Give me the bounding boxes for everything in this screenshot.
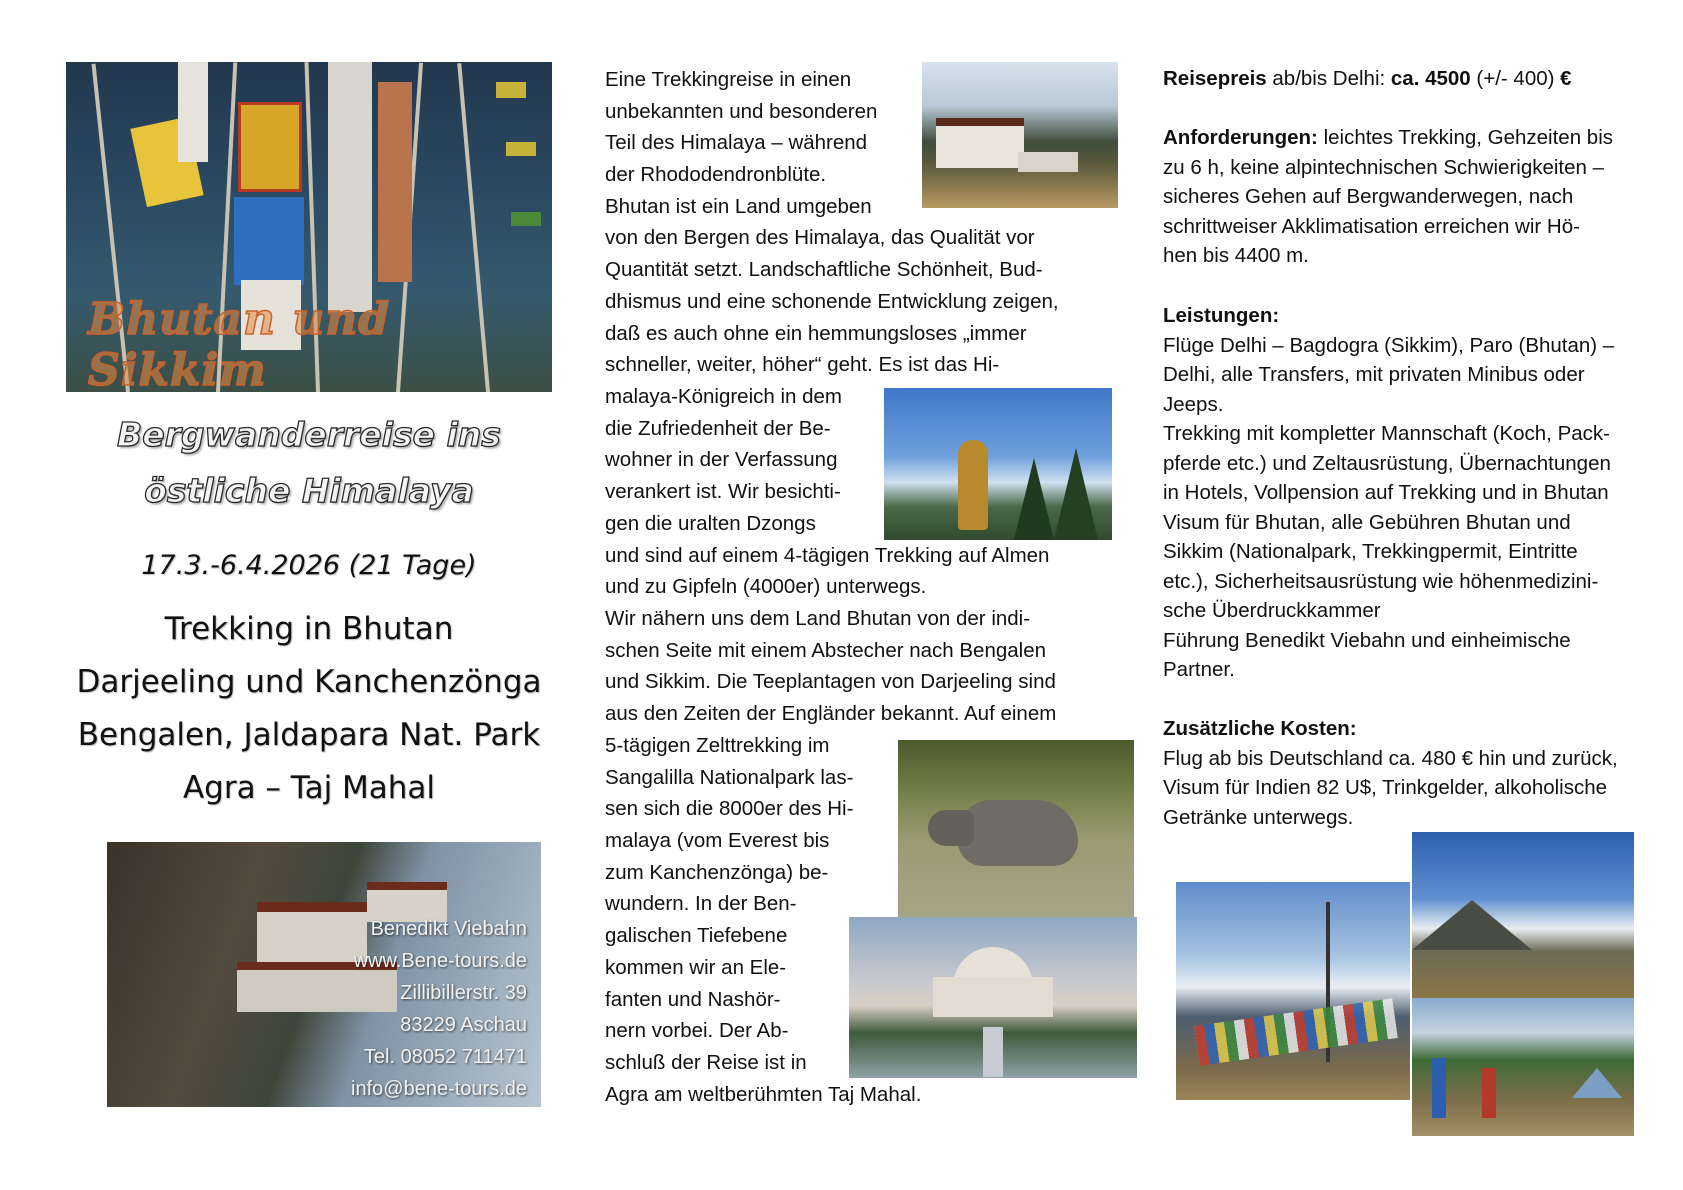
subtitle-line-1: Bergwanderreise ins xyxy=(117,415,501,454)
intro-line: sen sich die 8000er des Hi- xyxy=(605,797,854,820)
intro-line: Wir nähern uns dem Land Bhutan von der indi- xyxy=(605,607,1031,630)
services-line: Jeeps. xyxy=(1163,392,1224,416)
intro-line: aus den Zeiten der Engländer bekannt. Auf einem xyxy=(605,702,1057,725)
services-section xyxy=(1163,301,1663,685)
services-line: Partner. xyxy=(1163,658,1235,681)
services-line: Sikkim (Nationalpark, Trekkingpermit, Eintritte xyxy=(1163,540,1578,563)
prayer-flags-photo xyxy=(66,62,552,392)
photo-title-overlay: Bhutan und Sikkim xyxy=(88,294,391,392)
costs-line: Getränke unterwegs. xyxy=(1163,805,1354,829)
summit-flags-photo xyxy=(1176,882,1410,1100)
contact-email: info@bene-tours.de xyxy=(351,1078,527,1100)
intro-line: nern vorbei. Der Ab- xyxy=(605,1019,789,1042)
price-mid: ab/bis Delhi: xyxy=(1266,67,1391,90)
tigers-nest-photo xyxy=(107,842,541,1107)
intro-line: schluß der Reise ist in xyxy=(605,1051,807,1074)
route-line: Darjeeling und Kanchenzönga xyxy=(76,664,542,700)
intro-line: Agra am weltberühmten Taj Mahal. xyxy=(605,1083,922,1106)
rhino-photo xyxy=(898,740,1134,918)
intro-line: Teil des Himalaya – während xyxy=(605,131,868,154)
price-label: Reisepreis xyxy=(1163,67,1267,90)
intro-line: malaya-Königreich in dem xyxy=(605,385,843,408)
requirements-line: hen bis 4400 m. xyxy=(1163,244,1309,267)
intro-line: wohner in der Verfassung xyxy=(605,448,838,471)
intro-line: von den Bergen des Himalaya, das Qualität vor xyxy=(605,226,1035,249)
services-line: in Hotels, Vollpension auf Trekking und in Bhutan xyxy=(1163,481,1609,504)
contact-city: 83229 Aschau xyxy=(400,1014,527,1036)
requirements-line: schrittweiser Akklimatisation erreichen wir Hö- xyxy=(1163,214,1580,238)
intro-line: dhismus und eine schonende Entwicklung zeigen, xyxy=(605,290,1059,313)
route-line: Agra – Taj Mahal xyxy=(182,770,436,806)
costs-section xyxy=(1163,714,1663,832)
travel-dates: 17.3.-6.4.2026 (21 Tage) xyxy=(141,550,477,581)
mountain-view-photo xyxy=(1412,832,1634,998)
services-line: pferde etc.) und Zeltausrüstung, Übernachtungen xyxy=(1163,451,1611,475)
intro-line: unbekannten und besonderen xyxy=(605,100,878,123)
services-label: Leistungen: xyxy=(1163,304,1280,327)
intro-line: schneller, weiter, höher“ geht. Es ist das Hi- xyxy=(605,353,1000,376)
services-line: sche Überdruckkammer xyxy=(1163,599,1381,622)
price-line xyxy=(1163,64,1663,94)
requirements-label: Anforderungen: xyxy=(1163,126,1318,149)
intro-line: der Rhododendronblüte. xyxy=(605,163,827,186)
intro-line: Bhutan ist ein Land umgeben xyxy=(605,195,872,218)
statue-photo xyxy=(884,388,1112,540)
requirements-line: zu 6 h, keine alpintechnischen Schwierigkeiten – xyxy=(1163,155,1605,179)
route-line: Bengalen, Jaldapara Nat. Park xyxy=(77,717,541,753)
price-value: ca. 4500 xyxy=(1390,67,1471,90)
services-line: etc.), Sicherheitsausrüstung wie höhenmedizini- xyxy=(1163,569,1599,593)
contact-street: Zillibillerstr. 39 xyxy=(400,982,527,1004)
requirements-line: sicheres Gehen auf Bergwanderwegen, nach xyxy=(1163,185,1574,208)
price-tail: (+/- 400) xyxy=(1470,67,1561,90)
intro-line: daß es auch ohne ein hemmungsloses „immer xyxy=(605,322,1027,345)
intro-line: 5-tägigen Zelttrekking im xyxy=(605,734,830,757)
services-line: Flüge Delhi – Bagdogra (Sikkim), Paro (Bhutan) – xyxy=(1163,333,1615,357)
intro-line: Eine Trekkingreise in einen xyxy=(605,68,852,91)
intro-line: wundern. In der Ben- xyxy=(605,892,797,915)
intro-line: die Zufriedenheit der Be- xyxy=(605,417,831,440)
route-line: Trekking in Bhutan xyxy=(164,611,454,647)
services-line: Trekking mit kompletter Mannschaft (Koch, Pack- xyxy=(1163,422,1610,445)
intro-line: galischen Tiefebene xyxy=(605,924,788,947)
contact-name: Benedikt Viebahn xyxy=(370,918,527,940)
subtitle-line-2: östliche Himalaya xyxy=(144,471,474,510)
monastery-photo xyxy=(922,62,1118,208)
costs-label: Zusätzliche Kosten: xyxy=(1163,717,1357,740)
intro-line: und Sikkim. Die Teeplantagen von Darjeeling sind xyxy=(605,670,1056,693)
intro-line: Sangalilla Nationalpark las- xyxy=(605,766,854,789)
contact-phone: Tel. 08052 711471 xyxy=(363,1046,527,1068)
price-currency: € xyxy=(1560,67,1572,90)
taj-mahal-photo xyxy=(849,917,1137,1078)
costs-line: Visum für Indien 82 U$, Trinkgelder, alkoholische xyxy=(1163,776,1608,799)
intro-line: gen die uralten Dzongs xyxy=(605,512,816,535)
services-line: Delhi, alle Transfers, mit privaten Minibus oder xyxy=(1163,363,1585,386)
intro-line: Quantität setzt. Landschaftliche Schönheit, Bud- xyxy=(605,258,1043,281)
intro-line: kommen wir an Ele- xyxy=(605,956,787,979)
intro-line: und zu Gipfeln (4000er) unterwegs. xyxy=(605,575,927,598)
trek-camp-photo xyxy=(1412,998,1634,1136)
intro-line: verankert ist. Wir besichti- xyxy=(605,480,841,503)
intro-line: fanten und Nashör- xyxy=(605,988,781,1011)
services-line: Visum für Bhutan, alle Gebühren Bhutan und xyxy=(1163,510,1571,534)
contact-website: www.Bene-tours.de xyxy=(353,950,527,972)
intro-line: zum Kanchenzönga) be- xyxy=(605,861,829,884)
services-line: Führung Benedikt Viebahn und einheimische xyxy=(1163,628,1571,652)
costs-line: Flug ab bis Deutschland ca. 480 € hin und zurück, xyxy=(1163,746,1618,770)
intro-line: und sind auf einem 4-tägigen Trekking auf Almen xyxy=(605,544,1050,567)
requirements-section xyxy=(1163,123,1663,271)
intro-line: malaya (vom Everest bis xyxy=(605,829,830,852)
requirements-line: leichtes Trekking, Gehzeiten bis xyxy=(1323,126,1614,149)
intro-line: schen Seite mit einem Abstecher nach Bengalen xyxy=(605,639,1047,662)
